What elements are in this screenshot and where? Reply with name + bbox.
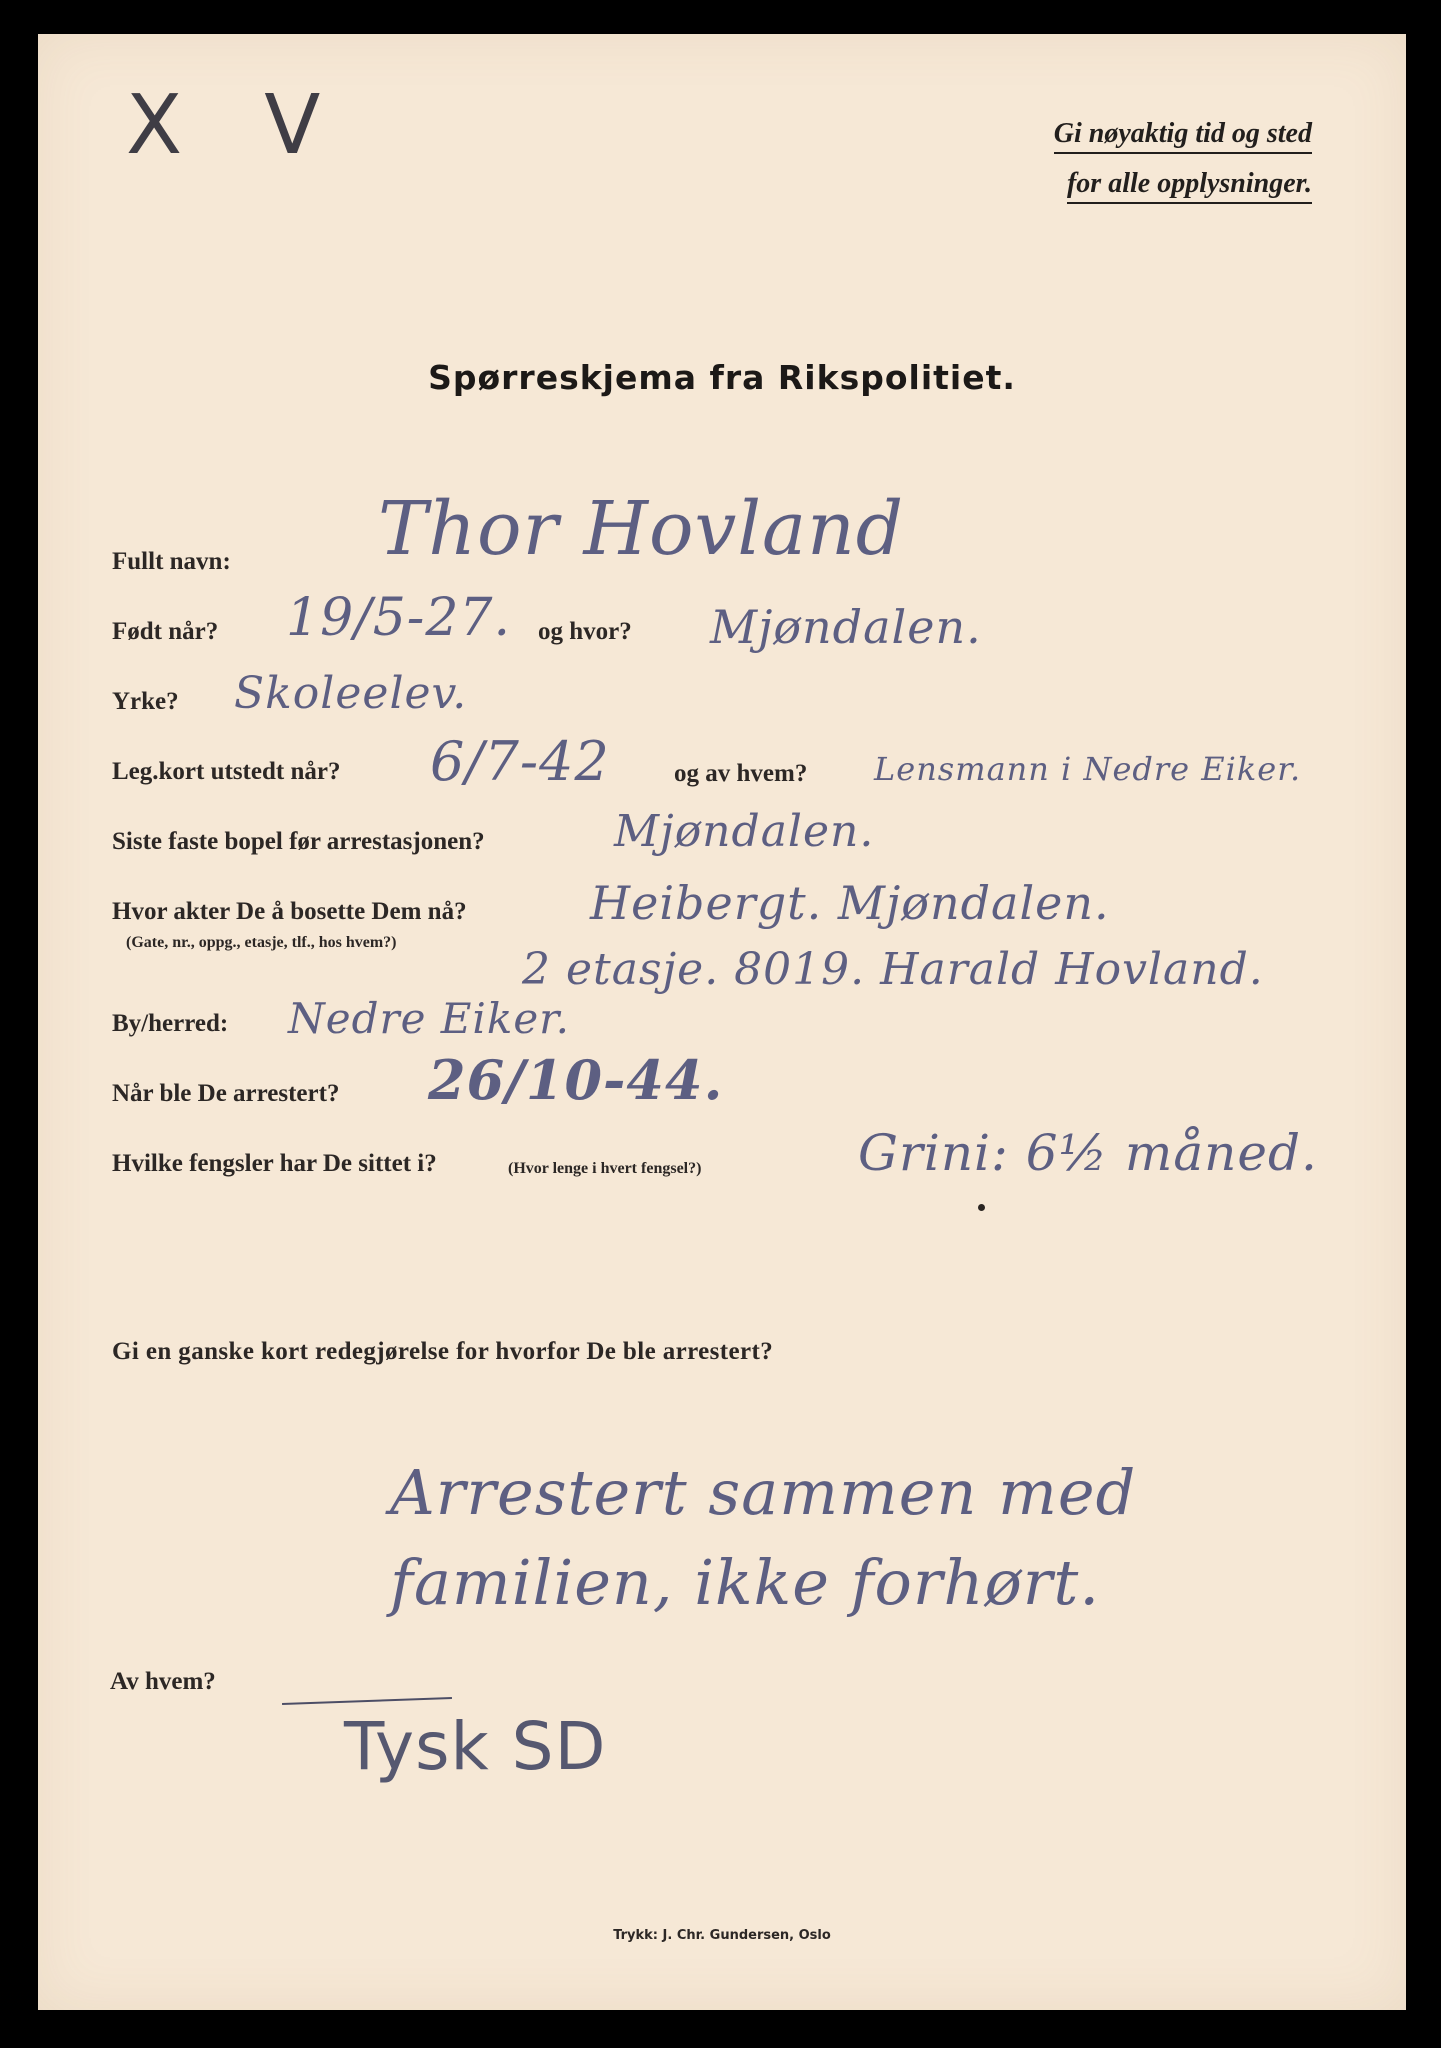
handwritten-underline xyxy=(282,1697,452,1705)
label-settle-now: Hvor akter De å bosette Dem nå? xyxy=(112,898,467,925)
printer-imprint: Trykk: J. Chr. Gundersen, Oslo xyxy=(613,1928,831,1943)
label-born-when: Født når? xyxy=(112,618,219,645)
label-born-where: og hvor? xyxy=(538,618,632,645)
label-municipality: By/herred: xyxy=(112,1010,229,1037)
label-full-name: Fullt navn: xyxy=(112,548,231,575)
form-title: Spørreskjema fra Rikspolitiet. xyxy=(428,358,1016,397)
answer-id-issued-by: Lensmann i Nedre Eiker. xyxy=(874,750,1302,788)
answer-full-name: Thor Hovland xyxy=(378,486,905,572)
answer-last-residence: Mjøndalen. xyxy=(614,806,875,857)
answer-reason-line-2: familien, ikke forhørt. xyxy=(390,1546,1101,1619)
label-reason: Gi en ganske kort redegjørelse for hvorfor De ble arrestert? xyxy=(112,1338,774,1365)
answer-settle-line-1: Heibergt. Mjøndalen. xyxy=(590,876,1110,930)
instruction-line-2: for alle opplysninger. xyxy=(1067,168,1312,204)
label-prisons: Hvilke fengsler har De sittet i? xyxy=(112,1150,437,1177)
answer-born-when: 19/5-27. xyxy=(286,588,512,648)
label-occupation: Yrke? xyxy=(112,688,179,715)
instruction-line-1: Gi nøyaktig tid og sted xyxy=(1054,118,1312,154)
answer-settle-line-2: 2 etasje. 8019. Harald Hovland. xyxy=(522,944,1264,995)
label-by-whom: Av hvem? xyxy=(110,1668,216,1695)
answer-reason-line-1: Arrestert sammen med xyxy=(390,1456,1137,1529)
answer-arrested-when: 26/10-44. xyxy=(428,1048,724,1112)
label-arrested-when: Når ble De arrestert? xyxy=(112,1080,340,1107)
label-settle-hint: (Gate, nr., oppg., etasje, tlf., hos hvem?) xyxy=(126,934,397,951)
questionnaire-sheet xyxy=(38,34,1406,2010)
corner-marks: X V xyxy=(126,78,349,173)
ink-dot xyxy=(978,1204,985,1211)
label-id-issued-by: og av hvem? xyxy=(674,760,808,787)
answer-prisons: Grini: 6½ måned. xyxy=(858,1124,1318,1182)
label-last-residence: Siste faste bopel før arrestasjonen? xyxy=(112,828,485,855)
answer-occupation: Skoleelev. xyxy=(234,668,468,719)
answer-id-issued-when: 6/7-42 xyxy=(430,730,610,793)
label-id-issued-when: Leg.kort utstedt når? xyxy=(112,758,341,785)
answer-born-where: Mjøndalen. xyxy=(710,600,982,654)
answer-municipality: Nedre Eiker. xyxy=(288,994,570,1043)
answer-by-whom: Tysk SD xyxy=(344,1708,607,1785)
label-prisons-hint: (Hvor lenge i hvert fengsel?) xyxy=(508,1160,702,1177)
